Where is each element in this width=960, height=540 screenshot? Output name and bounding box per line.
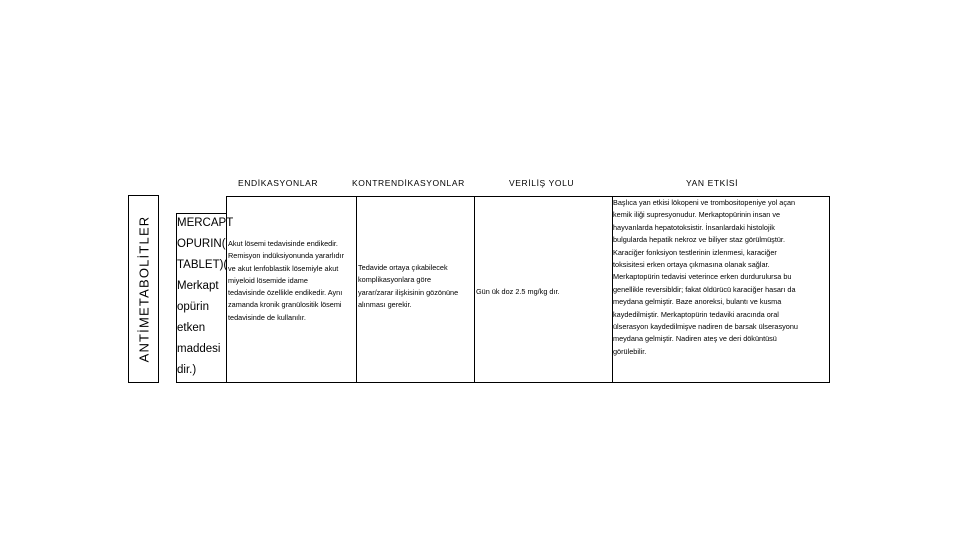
side-effect-line: görülebilir. bbox=[613, 346, 647, 356]
side-effect-line: kemik iliği supresyonudur. Merkaptopürinin insan ve bbox=[613, 210, 781, 220]
drug-line: opürin bbox=[177, 301, 209, 313]
drug-line: MERCAPT bbox=[177, 217, 234, 229]
section-label-cell bbox=[128, 195, 159, 383]
contraindication-line: komplikasyonlara göre bbox=[358, 275, 432, 285]
contraindications-text bbox=[358, 262, 474, 311]
side-effect-line: Başlıca yan etkisi lökopeni ve trombositopeniye yol açan bbox=[613, 198, 796, 207]
section-label: ANTİMETABOLİTLER bbox=[136, 215, 151, 363]
route-line: Gün ük doz 2.5 mg/kg dır. bbox=[476, 287, 560, 296]
route-text bbox=[476, 286, 612, 298]
header-indications: ENDİKASYONLAR bbox=[238, 178, 319, 188]
side-effect-line: toksisitesi erken ortaya çıkmasına olanak sağlar. bbox=[613, 260, 770, 270]
side-effect-line: meydana gelmiştir. Baze anoreksi, bulantı ve kusma bbox=[613, 297, 782, 307]
side-effect-line: hayvanlarda hepatotoksistir. İnsanlardaki histolojik bbox=[613, 222, 775, 232]
side-effect-line: kaydedilmiştir. Merkaptopürin tedaviki aracında oral bbox=[613, 309, 779, 319]
indications-text bbox=[228, 238, 356, 324]
indication-line: tedavisinde özellikle endikedir. Aynı bbox=[228, 288, 343, 298]
header-route: VERİLİŞ YOLU bbox=[509, 178, 575, 188]
drug-line: maddesi bbox=[177, 343, 221, 355]
drug-name bbox=[177, 213, 234, 381]
contraindication-line: alınması gerekir. bbox=[358, 299, 412, 309]
drug-line: etken bbox=[177, 322, 206, 334]
side-effect-line: Merkaptopürin tedavisi veterince erken durdurulursa bu bbox=[613, 272, 792, 282]
side-effect-line: ülserasyon kaydedilmişve nadiren de barsak ülserasyonu bbox=[613, 322, 798, 332]
side-effect-line: genellikle reversibldir; fakat öldürücü karaciğer hasarı da bbox=[613, 284, 796, 294]
side-effect-line: meydana gelmiştir. Nadiren ateş ve deri döküntüsü bbox=[613, 334, 777, 344]
indication-line: miyeloid lösemide idame bbox=[228, 275, 308, 285]
side-effect-line: bulgularda hepatik nekroz ve biliyer staz görülmüştür. bbox=[613, 235, 785, 245]
side-effect-text bbox=[613, 197, 833, 358]
indication-line: tedavisinde de kullanılır. bbox=[228, 312, 306, 322]
contraindication-line: Tedavide ortaya çıkabilecek bbox=[358, 263, 448, 272]
header-contraindications: KONTRENDİKASYONLAR bbox=[352, 178, 465, 188]
indication-line: Remisyon indüksiyonunda yararlıdır bbox=[228, 251, 344, 261]
contraindication-line: yarar/zarar ilişkisinin gözönüne bbox=[358, 287, 459, 297]
indication-line: zamanda kronik granülositik lösemi bbox=[228, 300, 342, 310]
header-side-effect: YAN ETKİSİ bbox=[686, 178, 739, 188]
drug-line: OPURIN( bbox=[177, 238, 226, 250]
drug-line: dir.) bbox=[177, 364, 197, 376]
drug-line: Merkapt bbox=[177, 280, 219, 292]
side-effect-line: Karaciğer fonksiyon testlerinin izlenmesi, karaciğer bbox=[613, 247, 777, 257]
indication-line: ve akut lenfoblastik lösemiyle akut bbox=[228, 263, 339, 273]
drug-line: TABLET)( bbox=[177, 259, 228, 271]
indication-line: Akut lösemi tedavisinde endikedir. bbox=[228, 239, 338, 248]
